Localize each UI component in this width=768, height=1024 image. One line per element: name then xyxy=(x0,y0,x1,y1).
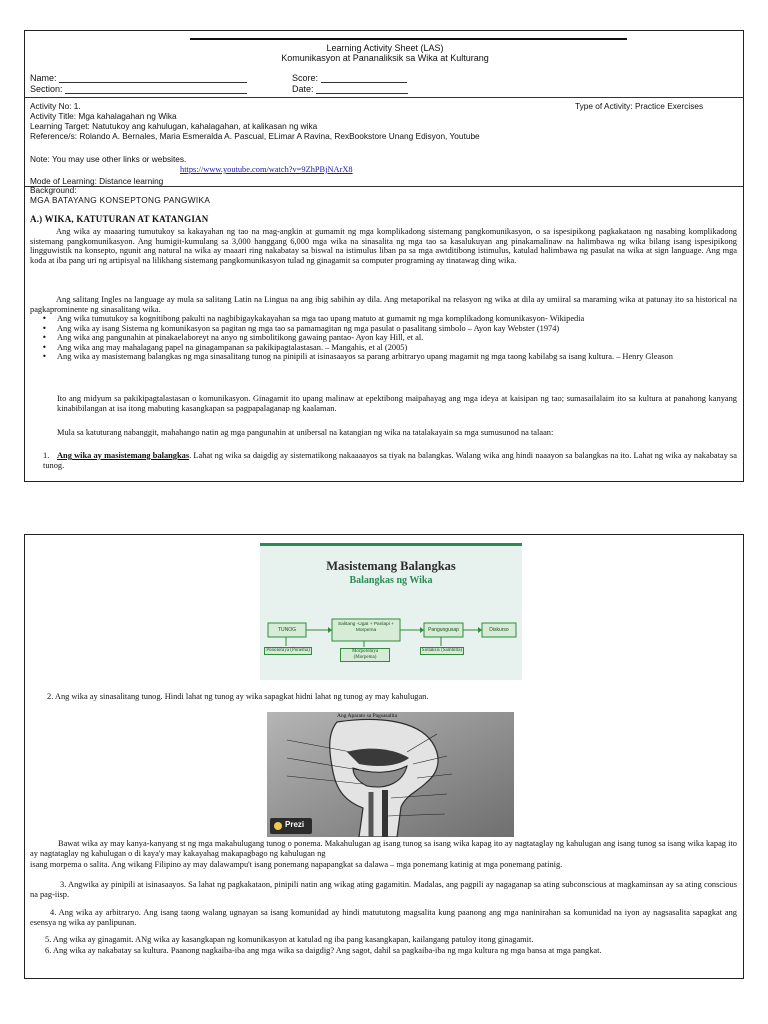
item-1-text: . Lahat ng wika sa daigdig ay sistematikong nakaaaayos sa tiyak na balangkas. Walang wika ang hindi naaayon sa balangkas na ito. Lahat ng wika ay nakabatay sa tunog. xyxy=(43,451,737,470)
definition-item: • Ang wika ang may mahalagang papel na ginagampanan sa pakikipagtalastasan. – Mangahis, et al (2005) xyxy=(30,343,737,353)
item-1-bold-phrase: Ang wika ay masistemang balangkas xyxy=(57,451,190,460)
mode-of-learning: Mode of Learning: Distance learning xyxy=(30,176,164,186)
box-diskurso-label: Diskurso xyxy=(489,627,509,633)
date-blank[interactable] xyxy=(316,93,408,94)
box-pangungusap-label: Pangungusap xyxy=(428,627,459,633)
figure-2-title: Ang Aparato sa Pagsasalita xyxy=(337,713,398,719)
figure-subtitle: Balangkas ng Wika xyxy=(349,575,433,586)
definition-item: • Ang wika ang pangunahin at pinakaelaboreyt na anyo ng simbolitikong gawaing pantao- Ayon kay Hill, et al. xyxy=(30,333,737,343)
sheet-title: Learning Activity Sheet (LAS) xyxy=(326,43,444,53)
section-field[interactable] xyxy=(30,84,247,94)
name-label: Name: xyxy=(30,73,57,83)
numbered-item-2: 2. Ang wika ay sinasalitang tunog. Hindi lahat ng tunog ay wika sapagkat hidni lahat ng tunog ay may kahulugan. xyxy=(47,692,429,701)
section-label: Section: xyxy=(30,84,63,94)
activity-no: Activity No: 1. xyxy=(30,101,81,111)
score-field[interactable] xyxy=(292,73,407,83)
ponema-paragraph: Bawat wika ay may kanya-kanyang st ng mga makahulugang tunog o ponema. Makahulugan ag isang tunog sa isang wika kapag ito ay nagtataglay ng kahulugan ang isang tunog sa isang wika kapag ito ay nagtataglay ng kahulugan o di kaya'y may kakayahag makapagbago ng kahulugan ng xyxy=(30,839,737,858)
figure-title: Masistemang Balangkas xyxy=(326,559,456,573)
item-number: 1. xyxy=(43,451,50,460)
balangkas-figure xyxy=(260,543,522,680)
numbered-item-4: 4. Ang wika ay arbitraryo. Ang isang taong walang ugnayan sa isang komunidad ay hindi matututong magsalita kung paanong ang mga naninirahan sa komunidad na iyon ay nagsasalita sapagkat ang esensya ng wika ay panlipunan. xyxy=(30,908,737,927)
youtube-link[interactable]: https://www.youtube.com/watch?v=9ZhPBjNArX8 xyxy=(180,165,353,174)
definition-item: • Ang wika ay masistemang balangkas ng mga sinasalitang tunog na pinipili at isinasaayos sa parang arbitraryo upang magamit ng mga taong kabilabg sa isang kultura. – Henry Gleason xyxy=(30,352,737,362)
score-blank[interactable] xyxy=(321,82,407,83)
section-a-paragraph-3: Ito ang midyum sa pakikipagtalastasan o komunikasyon. Ginagamit ito upang malinaw at epektibong maipahayag ang mga ideya at kaisipan ng tao; sumasailalaim ito sa kultura at panahong kanyang kinabibilangan at isa itong mabuting kasangkapan sa pagpapalaganap ng kaalaman. xyxy=(57,394,737,413)
section-a-paragraph-1: Ang wika ay maaaring tumutukoy sa kakayahan ng tao na mag-angkin at gumamit ng mga komplikadong sistemang pangkomunikasyon, o sa ispesipikong pagkakataon ng nasabing komplikadong sistemang pangkomunikasyon. Ang humigit-kumulang sa 3,000 hanggang 6,000 mga wika na sinasalita ng mga tao sa kasalukuyan ang pinakamalinaw na halimbawa ng wika bilang isang ispesipikong lingguwistik na konsepto, ngunit ang natural na wika ay maaari ring nakabatay sa biswal na istimulus liban pa sa mga awtditibong istimulus, katulad halimbawa ng pasulat na wika at sign language. Ang mga koda at iba pang uri ng artipisyal na lilikhang sistemang pangkomunikasyon tulad ng ginagamit sa computer programing ay tinatawag ding wika. xyxy=(30,227,737,265)
date-label: Date: xyxy=(292,84,314,94)
activity-sheet-page-1 xyxy=(24,30,744,482)
note: Note: You may use other links or websites. xyxy=(30,154,187,164)
section-a-paragraph-4: Mula sa katuturang nabanggit, mahahango natin ag mga pangunahin at unibersal na katangian ng wika na tatalakayain sa mga sumusunod na talaan: xyxy=(57,428,554,437)
prezi-badge xyxy=(270,818,312,834)
learning-target: Learning Target: Natutukoy ang kahulugan, kahalagahan, at kalikasan ng wika xyxy=(30,121,318,131)
section-a-paragraph-2: Ang salitang Ingles na language ay mula sa salitang Latin na Lingua na ang ibig sabihin ay dila. Ang metaporikal na relasyon ng wika at dila ay umiiral sa maraming wika at patunay ito sa historical na pagkaprominente ng sinasalitang wika. xyxy=(30,295,737,314)
score-label: Score: xyxy=(292,73,319,83)
divider xyxy=(25,186,743,187)
speech-organs-figure xyxy=(267,712,514,837)
section-blank[interactable] xyxy=(65,93,247,94)
background-title: MGA BATAYANG KONSEPTONG PANGWIKA xyxy=(30,195,211,205)
header-rule xyxy=(190,38,627,40)
definitions-list xyxy=(30,314,737,362)
section-a-heading: A.) WIKA, KATUTURAN AT KATANGIAN xyxy=(30,214,209,224)
date-field[interactable] xyxy=(292,84,408,94)
prezi-label: Prezi xyxy=(285,820,305,829)
box-tunog-label: TUNOG xyxy=(277,627,297,633)
definition-item: • Ang wika ay isang Sistema ng komunikasyon sa pagitan ng mga tao sa pamamagitan ng mga pasulat o pasalitang simbolo – Ayon kay Webster (1974) xyxy=(30,324,737,334)
sheet-subtitle: Komunikasyon at Pananaliksik sa Wika at Kulturang xyxy=(281,53,489,63)
numbered-item-5: 5. Ang wika ay ginagamit. ANg wika ay kasangkapan ng komunikasyon at katulad ng iba pang kasangkapan, kailangang patuloy itong ginagamit. xyxy=(45,935,534,944)
box-salitang-label: Salitang -Ugat + Panlapi + Morpema xyxy=(337,622,394,633)
activity-type: Type of Activity: Practice Exercises xyxy=(575,101,704,111)
numbered-item-3: 3. Angwika ay pinipili at isinasaayos. Sa lahat ng pagkakataon, pinipili natin ang wikag ating gagamitin. Madalas, ang pagpili ay nagaganap sa ating subconscious at magkaminsan ay sa ating conscious na pag-iisp. xyxy=(30,880,737,899)
prezi-logo-icon xyxy=(274,822,282,830)
activity-title: Activity Title: Mga kahalagahan ng Wika xyxy=(30,111,177,121)
box-sintaksis: Sintaksis (Sambitla) xyxy=(421,648,463,653)
ponema-paragraph-cont: isang morpema o salita. Ang wikang Filipino ay may dalawampu't isang ponemang napapangkat sa dalawa – mga ponemang katinig at mga ponemang patinig. xyxy=(30,860,563,869)
background-label: Background: xyxy=(30,185,77,195)
definition-item: • Ang wika tumutukoy sa kognitibong pakulti na nagbibigaykakayahan sa mga tao upang matuto at gumamit ng mga komplikadong komunikasyon- Wikipedia xyxy=(30,314,737,324)
activity-sheet-page-2 xyxy=(24,534,744,979)
balangkas-flow-diagram xyxy=(260,543,522,680)
box-ponolohiya: Ponolohiya (Ponema) xyxy=(264,647,312,655)
divider xyxy=(25,97,743,98)
numbered-item-6: 6. Ang wika ay nakabatay sa kultura. Paanong nagkaiba-iba ang mga wika sa daigdig? Ang sagot, dahil sa pagkaiba-iba ng mga kultura ng mga bansa at mga pangkat. xyxy=(45,946,602,955)
numbered-item-1 xyxy=(43,451,737,470)
name-field[interactable] xyxy=(30,73,247,83)
name-blank[interactable] xyxy=(59,82,247,83)
references: Reference/s: Rolando A. Bernales, Maria Esmeralda A. Pascual, ELimar A Ravina, RexBookstore Unang Edisyon, Youtube xyxy=(30,131,480,141)
box-morpolohiya: Morpolohiya (Morpema) xyxy=(340,648,390,662)
